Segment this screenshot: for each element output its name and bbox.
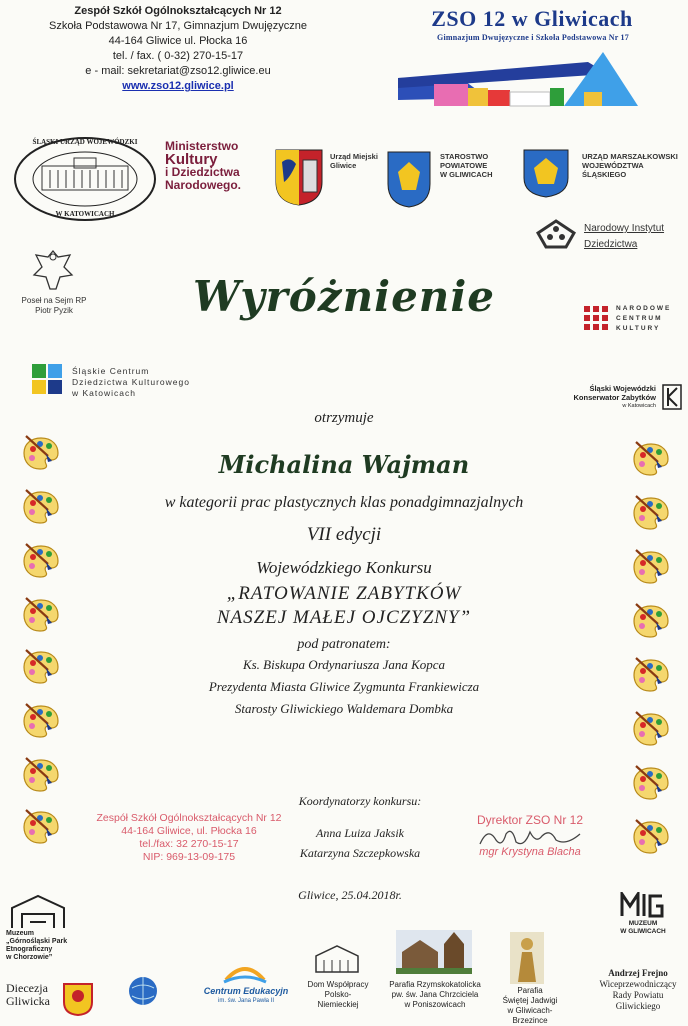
parafia1-line-1: Parafia Rzymskokatolicka bbox=[389, 980, 481, 989]
category-text: w kategorii prac plastycznych klas ponadgimnazjalnych bbox=[164, 494, 524, 511]
muzeum-line-1: Muzeum bbox=[6, 930, 34, 937]
palette-icon bbox=[22, 808, 60, 846]
contest-text: Wojewódzkiego Konkursu bbox=[256, 558, 432, 577]
konserwator-logo bbox=[552, 384, 656, 411]
konserwator-icon bbox=[662, 384, 682, 410]
diecezja-crest-icon bbox=[62, 982, 94, 1016]
centrum-edukacyjne-sub: im. św. Jana Pawła II bbox=[217, 998, 275, 1004]
centrum-edukacyjne-icon bbox=[220, 962, 270, 984]
marszalkowski-line-1: URZĄD MARSZAŁKOWSKI bbox=[582, 152, 678, 161]
centrum-edukacyjne-name: Centrum Edukacyjn bbox=[203, 986, 289, 996]
stamp-line-3: tel./fax: 32 270-15-17 bbox=[139, 838, 239, 850]
konserwator-line-1: Śląski Wojewódzki bbox=[589, 384, 656, 393]
dom-line-1: Dom Współpracy bbox=[307, 980, 369, 989]
palette-icon bbox=[632, 440, 670, 478]
marszalkowski-line-2: WOJEWÓDZTWA bbox=[582, 161, 644, 170]
zso-logo-subtitle: Gimnazjum Dwujęzyczne i Szkoła Podstawowa Nr 17 bbox=[437, 33, 629, 42]
frejno-line-3: Rady Powiatu bbox=[612, 990, 664, 1000]
palette-icon bbox=[22, 756, 60, 794]
globe-icon bbox=[128, 976, 158, 1006]
palette-icon bbox=[22, 434, 60, 472]
nid-line-2: Dziedzictwa bbox=[584, 239, 638, 250]
muzeum-gliwice-icon bbox=[620, 892, 664, 918]
marszalkowski-logo bbox=[582, 152, 678, 179]
parafia1-line-3: w Poniszowicach bbox=[404, 1000, 466, 1009]
frejno-line-1: Andrzej Frejno bbox=[608, 968, 668, 978]
diecezja-line-1: Diecezja bbox=[6, 981, 48, 995]
nck-line-2: CENTRUM bbox=[616, 315, 663, 322]
palette-icon bbox=[632, 602, 670, 640]
patron-1: Ks. Biskupa Ordynariusza Jana Kopca bbox=[242, 657, 446, 672]
header-line-3: 44-164 Gliwice ul. Płocka 16 bbox=[108, 35, 248, 47]
contest-name-line-2: NASZEJ MAŁEJ OJCZYZNY” bbox=[216, 607, 472, 628]
starostwo-line-1: STAROSTWO bbox=[440, 152, 489, 161]
scdk-logo bbox=[72, 366, 190, 399]
muzeum-gliwice-logo bbox=[610, 920, 676, 936]
patron-3: Starosty Gliwickiego Waldemara Dombka bbox=[234, 701, 454, 716]
palette-icon bbox=[632, 548, 670, 586]
urzad-miejski-line-1: Urząd Miejski bbox=[330, 152, 378, 161]
stamp-line-4: NIP: 969-13-09-175 bbox=[142, 851, 236, 863]
ministerstwo-line-2: Kultury bbox=[165, 151, 218, 168]
receives-label: otrzymuje bbox=[314, 410, 374, 426]
dom-line-2: Polsko- bbox=[324, 990, 352, 999]
school-website-link[interactable]: www.zso12.gliwice.pl bbox=[122, 80, 234, 92]
ministerstwo-logo bbox=[165, 140, 241, 192]
urzad-miejski-line-2: Gliwice bbox=[330, 161, 357, 170]
posel-line-1: Poseł na Sejm RP bbox=[21, 296, 87, 305]
contest-name-line-1: „RATOWANIE ZABYTKÓW bbox=[226, 583, 462, 604]
konserwator-line-2: Konserwator Zabytków bbox=[573, 393, 656, 402]
ministerstwo-line-1: Ministerstwo bbox=[165, 139, 239, 153]
stamp-line-2: 44-164 Gliwice, ul. Płocka 16 bbox=[121, 825, 257, 837]
nck-line-3: KULTURY bbox=[616, 325, 661, 332]
parafia-jadwigi-logo bbox=[500, 986, 560, 1026]
starostwo-coat-of-arms-icon bbox=[386, 150, 432, 208]
palette-icon bbox=[22, 488, 60, 526]
mig-line-1: MUZEUM bbox=[628, 920, 658, 927]
muzeum-line-2: „Górnośląski Park bbox=[6, 938, 68, 945]
header-line-4: tel. / fax. ( 0-32) 270-15-17 bbox=[112, 50, 244, 62]
parafia2-line-1: Parafia bbox=[517, 986, 543, 995]
parafia2-line-2: Świętej Jadwigi bbox=[502, 996, 558, 1005]
place-date: Gliwice, 25.04.2018r. bbox=[298, 888, 402, 902]
diecezja-logo bbox=[6, 982, 50, 1008]
parafia1-line-2: pw. św. Jana Chrzciciela bbox=[391, 990, 479, 999]
palette-icon bbox=[632, 710, 670, 748]
stamp-line-1: Zespół Szkół Ogólnokształcących Nr 12 bbox=[96, 812, 282, 824]
patron-2: Prezydenta Miasta Gliwice Zygmunta Frankiewicza bbox=[208, 679, 480, 694]
palette-icon bbox=[632, 656, 670, 694]
dom-line-3: Niemieckiej bbox=[317, 1000, 359, 1009]
frejno-logo bbox=[590, 968, 686, 1012]
ministerstwo-line-4: Narodowego. bbox=[165, 178, 242, 192]
edition-text: VII edycji bbox=[306, 524, 382, 545]
urzad-wojewodzki-bottom-text: W KATOWICACH bbox=[55, 210, 115, 218]
st-jadwiga-icon bbox=[510, 932, 544, 984]
muzeum-line-4: w Chorzowie” bbox=[6, 954, 53, 961]
marszalkowski-coat-of-arms-icon bbox=[522, 148, 570, 198]
urzad-miejski-logo bbox=[330, 152, 378, 170]
diecezja-line-2: Gliwicka bbox=[6, 994, 50, 1008]
ministerstwo-line-3: i Dziedzictwa bbox=[165, 165, 240, 179]
dom-wspolpracy-logo bbox=[298, 980, 378, 1010]
nck-line-1: NARODOWE bbox=[616, 305, 672, 312]
patronage-label: pod patronatem: bbox=[297, 637, 391, 652]
muzeum-chorzow-logo bbox=[6, 930, 67, 962]
palette-icon bbox=[22, 596, 60, 634]
dom-wspolpracy-icon bbox=[314, 944, 360, 974]
header-line-2: Szkoła Podstawowa Nr 17, Gimnazjum Dwujęzyczne bbox=[49, 20, 307, 32]
header-line-1: Zespół Szkół Ogólnokształcących Nr 12 bbox=[74, 5, 282, 17]
church-poniszowice-icon bbox=[396, 930, 472, 974]
director-name: mgr Krystyna Blacha bbox=[479, 846, 581, 858]
coordinators-label: Koordynatorzy konkursu: bbox=[298, 794, 422, 808]
posel-line-2: Piotr Pyzik bbox=[35, 306, 73, 315]
mig-line-2: W GLIWICACH bbox=[620, 928, 666, 935]
school-header bbox=[28, 4, 328, 94]
scdk-icon bbox=[30, 362, 66, 398]
zso-building-logo bbox=[388, 48, 650, 112]
scdk-line-1: Śląskie Centrum bbox=[72, 366, 150, 376]
starostwo-logo bbox=[440, 152, 493, 179]
palette-icon bbox=[632, 818, 670, 856]
palette-icon bbox=[22, 542, 60, 580]
school-stamp bbox=[94, 812, 284, 864]
gliwice-coat-of-arms-icon bbox=[274, 148, 324, 206]
marszalkowski-line-3: ŚLĄSKIEGO bbox=[582, 170, 627, 179]
director-title: Dyrektor ZSO Nr 12 bbox=[476, 813, 584, 827]
urzad-wojewodzki-top-text: ŚLĄSKI URZĄD WOJEWÓDZKI bbox=[32, 138, 138, 146]
konserwator-line-3: w Katowicach bbox=[622, 403, 656, 409]
palette-icon bbox=[22, 648, 60, 686]
scdk-line-3: w Katowicach bbox=[72, 388, 136, 398]
zso-logo-title: ZSO 12 w Gliwicach bbox=[431, 6, 633, 31]
palette-icon bbox=[632, 494, 670, 532]
palette-icon bbox=[632, 764, 670, 802]
certificate-title: Wyróżnienie bbox=[192, 272, 496, 321]
parafia2-line-3: w Gliwicach- bbox=[507, 1006, 553, 1015]
starostwo-line-3: W GLIWICACH bbox=[440, 170, 493, 179]
recipient-name: Michalina Wajman bbox=[218, 450, 470, 479]
frejno-line-4: Gliwickiego bbox=[615, 1001, 661, 1011]
muzeum-chorzow-icon bbox=[8, 894, 66, 930]
parafia-poniszowice-logo bbox=[374, 980, 496, 1010]
parafia2-line-4: Brzezince bbox=[512, 1016, 548, 1025]
scdk-line-2: Dziedzictwa Kulturowego bbox=[72, 377, 190, 387]
frejno-line-2: Wiceprzewodniczący bbox=[599, 979, 677, 989]
muzeum-line-3: Etnograficzny bbox=[6, 946, 53, 953]
palette-icon bbox=[22, 702, 60, 740]
header-line-5: e - mail: sekretariat@zso12.gliwice.eu bbox=[85, 65, 271, 77]
starostwo-line-2: POWIATOWE bbox=[440, 161, 488, 170]
nid-icon bbox=[536, 219, 576, 249]
coordinator-2: Katarzyna Szczepkowska bbox=[299, 846, 421, 860]
nid-logo bbox=[584, 221, 664, 253]
coordinator-1: Anna Luiza Jaksik bbox=[316, 826, 404, 840]
nid-line-1: Narodowy Instytut bbox=[584, 223, 665, 234]
